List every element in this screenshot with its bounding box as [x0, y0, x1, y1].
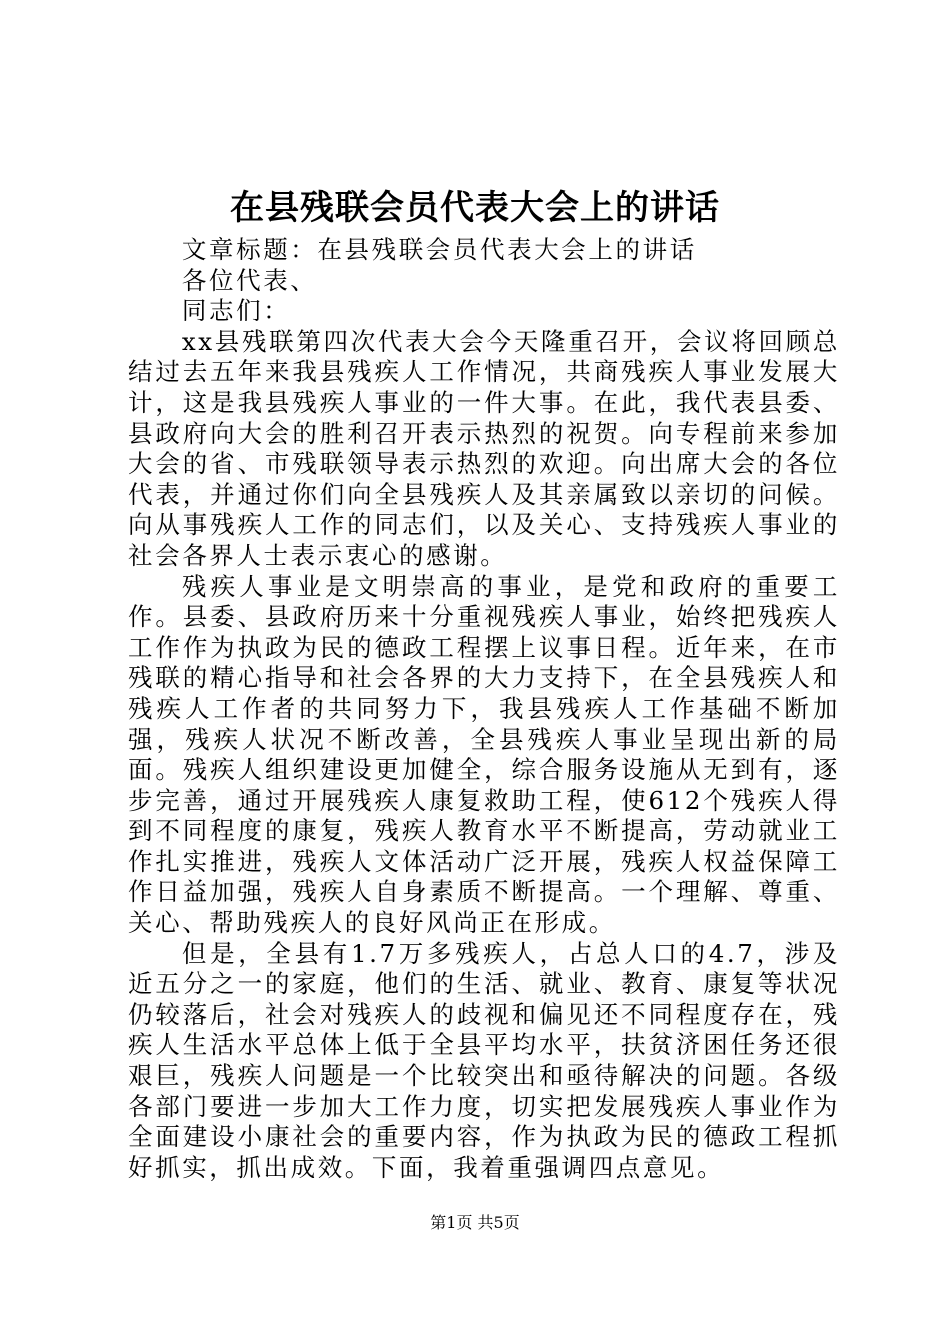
- body-paragraph: 但是，全县有1.7万多残疾人，占总人口的4.7，涉及近五分之一的家庭，他们的生活、就业、教育、康复等状况仍较落后，社会对残疾人的歧视和偏见还不同程度存在，残疾人生活水平总体上低于全县平均水平，扶贫济困任务还很艰巨，残疾人问题是一个比较突出和亟待解决的问题。各级各部门要进一步加大工作力度，切实把发展残疾人事业作为全面建设小康社会的重要内容，作为执政为民的德政工程抓好抓实，抓出成效。下面，我着重强调四点意见。: [128, 938, 840, 1182]
- document-title: 在县残联会员代表大会上的讲话: [230, 188, 720, 228]
- salutation-comrades: 同志们：: [181, 296, 291, 326]
- document-body: [128, 235, 840, 1183]
- body-paragraph: 残疾人事业是文明崇高的事业，是党和政府的重要工作。县委、县政府历来十分重视残疾人事业，始终把残疾人工作作为执政为民的德政工程摆上议事日程。近年来，在市残联的精心指导和社会各界的大力支持下，在全县残疾人和残疾人工作者的共同努力下，我县残疾人工作基础不断加强，残疾人状况不断改善，全县残疾人事业呈现出新的局面。残疾人组织建设更加健全，综合服务设施从无到有，逐步完善，通过开展残疾人康复救助工程，使612个残疾人得到不同程度的康复，残疾人教育水平不断提高，劳动就业工作扎实推进，残疾人文体活动广泛开展，残疾人权益保障工作日益加强，残疾人自身素质不断提高。一个理解、尊重、关心、帮助残疾人的良好风尚正在形成。: [128, 571, 840, 938]
- salutation-representatives: 各位代表、: [181, 265, 318, 295]
- page-number-footer: 第1页 共5页: [430, 1213, 520, 1232]
- body-paragraph: xx县残联第四次代表大会今天隆重召开，会议将回顾总结过去五年来我县残疾人工作情况，共商残疾人事业发展大计，这是我县残疾人事业的一件大事。在此，我代表县委、县政府向大会的胜利召开表示热烈的祝贺。向专程前来参加大会的省、市残联领导表示热烈的欢迎。向出席大会的各位代表，并通过你们向全县残疾人及其亲属致以亲切的问候。向从事残疾人工作的同志们，以及关心、支持残疾人事业的社会各界人士表示衷心的感谢。: [128, 326, 840, 570]
- article-title-line: 文章标题：在县残联会员代表大会上的讲话: [181, 235, 697, 264]
